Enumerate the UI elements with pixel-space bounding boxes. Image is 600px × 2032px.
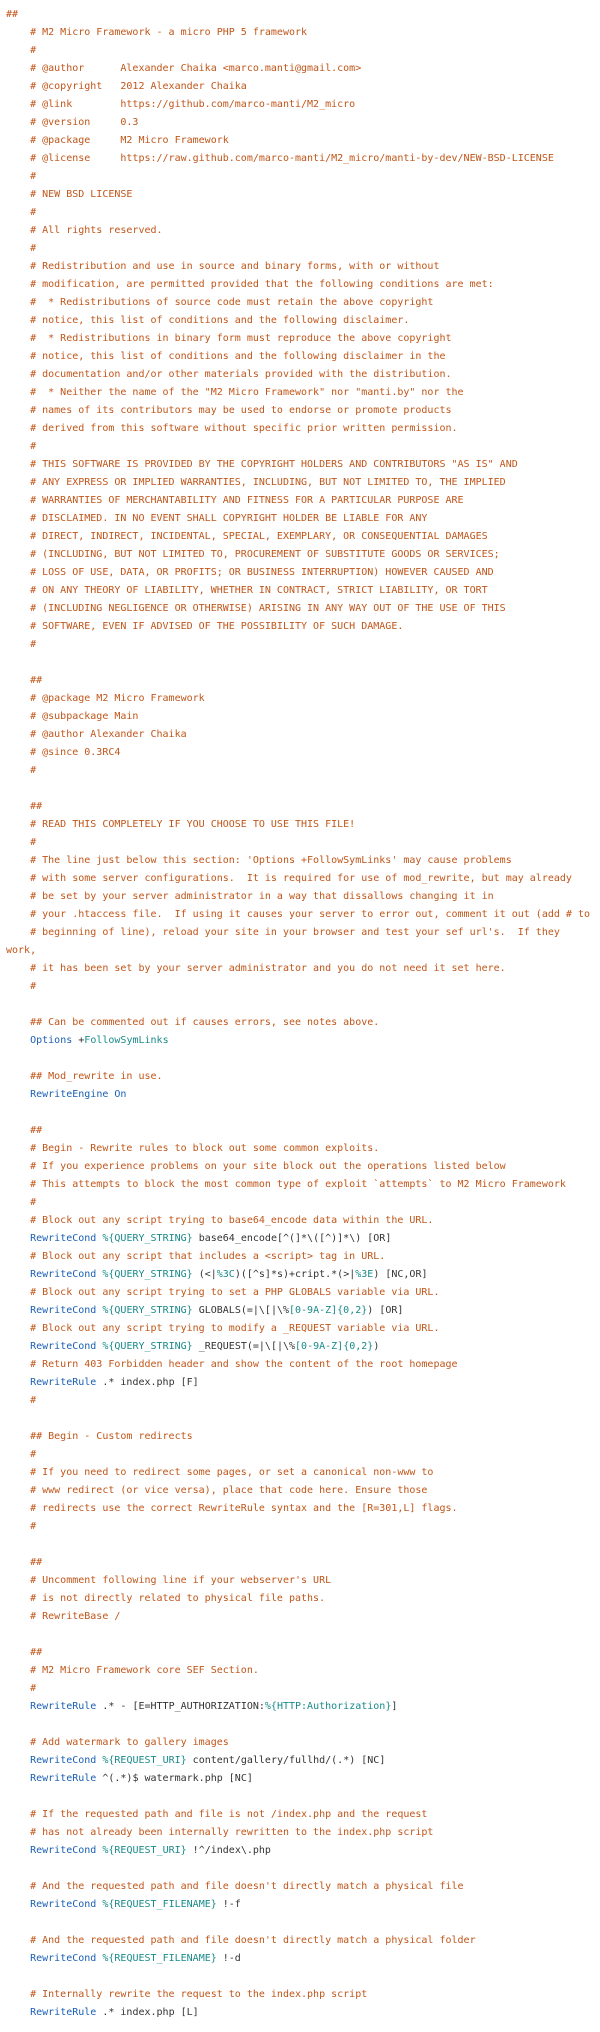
code-line — [6, 420, 596, 438]
comment-token: # — [6, 1683, 37, 1694]
code-line — [6, 924, 596, 942]
text-token — [6, 1377, 30, 1388]
blank-line — [6, 1626, 596, 1644]
text-token: + — [72, 1035, 85, 1046]
code-line — [6, 1608, 596, 1626]
text-token: .* - [E=HTTP_AUTHORIZATION: — [96, 1701, 265, 1712]
code-line — [6, 726, 596, 744]
code-line — [6, 1698, 596, 1716]
code-line — [6, 276, 596, 294]
code-line — [6, 24, 596, 42]
directive-token: RewriteCond — [30, 1341, 97, 1352]
code-line — [6, 1554, 596, 1572]
code-line — [6, 1176, 596, 1194]
code-line — [6, 600, 596, 618]
comment-token: # — [6, 45, 37, 56]
blank-line — [6, 1104, 596, 1122]
comment-token: # — [6, 1197, 37, 1208]
directive-token: RewriteEngine — [30, 1089, 109, 1100]
code-line — [6, 1842, 596, 1860]
comment-token: ## — [6, 1557, 43, 1568]
text-token: .* index.php [F] — [96, 1377, 199, 1388]
comment-token: # The line just below this section: 'Options +FollowSymLinks' may cause problems — [6, 855, 512, 866]
code-line — [6, 474, 596, 492]
directive-token: RewriteCond — [30, 1899, 97, 1910]
comment-token: # notice, this list of conditions and the following disclaimer. — [6, 315, 410, 326]
code-line — [6, 888, 596, 906]
code-line — [6, 546, 596, 564]
code-line — [6, 1770, 596, 1788]
directive-token: RewriteCond — [30, 1845, 97, 1856]
comment-token: # — [6, 441, 37, 452]
code-line — [6, 834, 596, 852]
text-token — [6, 2007, 30, 2018]
comment-token: # @author Alexander Chaika — [6, 729, 187, 740]
code-line — [6, 1482, 596, 1500]
comment-token: ## — [6, 801, 43, 812]
htaccess-code-listing — [6, 6, 596, 2022]
comment-token: # @license https://raw.github.com/marco-manti/M2_micro/manti-by-dev/NEW-BSD-LICENSE — [6, 153, 554, 164]
code-line — [6, 1806, 596, 1824]
text-token — [6, 1953, 30, 1964]
code-line — [6, 1590, 596, 1608]
comment-token: # documentation and/or other materials provided with the distribution. — [6, 369, 452, 380]
code-line — [6, 1428, 596, 1446]
text-token — [6, 1899, 30, 1910]
code-line — [6, 906, 596, 924]
comment-token: # @author Alexander Chaika <marco.manti@gmail.com> — [6, 63, 362, 74]
comment-token: # it has been set by your server administrator and you do not need it set here. — [6, 963, 506, 974]
code-line — [6, 186, 596, 204]
text-token — [6, 1269, 30, 1280]
code-line — [6, 510, 596, 528]
comment-token: # — [6, 171, 37, 182]
code-line — [6, 1320, 596, 1338]
variable-token: %{REQUEST_FILENAME} — [102, 1899, 217, 1910]
code-line — [6, 1896, 596, 1914]
text-token — [6, 1305, 30, 1316]
comment-token: # WARRANTIES OF MERCHANTABILITY AND FITNESS FOR A PARTICULAR PURPOSE ARE — [6, 495, 464, 506]
directive-token: RewriteCond — [30, 1305, 97, 1316]
variable-token: [0-9A-Z]{0,2} — [295, 1341, 374, 1352]
text-token: )([^s]*s)+cript.*(>| — [234, 1269, 356, 1280]
code-line — [6, 1824, 596, 1842]
comment-token: # — [6, 837, 37, 848]
text-token — [6, 1089, 30, 1100]
comment-token: # Redistribution and use in source and binary forms, with or without — [6, 261, 440, 272]
directive-token: RewriteRule — [30, 1773, 97, 1784]
text-token: !-f — [216, 1899, 241, 1910]
comment-token: # @since 0.3RC4 — [6, 747, 121, 758]
comment-token: # * Redistributions in binary form must reproduce the above copyright — [6, 333, 452, 344]
variable-token: %{REQUEST_URI} — [102, 1755, 187, 1766]
code-line — [6, 1662, 596, 1680]
text-token — [6, 1755, 30, 1766]
comment-token: # names of its contributors may be used to endorse or promote products — [6, 405, 452, 416]
code-line — [6, 1014, 596, 1032]
variable-token: FollowSymLinks — [84, 1035, 169, 1046]
text-token: !-d — [216, 1953, 241, 1964]
comment-token: # @subpackage Main — [6, 711, 139, 722]
comment-token: # @version 0.3 — [6, 117, 139, 128]
comment-token: # be set by your server administrator in a way that dissallows changing it in — [6, 891, 494, 902]
variable-token: %{QUERY_STRING} — [102, 1269, 193, 1280]
comment-token: # @link https://github.com/marco-manti/M2_micro — [6, 99, 356, 110]
comment-token: # (INCLUDING NEGLIGENCE OR OTHERWISE) ARISING IN ANY WAY OUT OF THE USE OF THIS — [6, 603, 506, 614]
variable-token: %{QUERY_STRING} — [102, 1305, 193, 1316]
code-line — [6, 438, 596, 456]
comment-token: # DIRECT, INDIRECT, INCIDENTAL, SPECIAL, EXEMPLARY, OR CONSEQUENTIAL DAMAGES — [6, 531, 488, 542]
code-line — [6, 1284, 596, 1302]
code-line — [6, 636, 596, 654]
code-line — [6, 222, 596, 240]
code-line — [6, 1068, 596, 1086]
code-line — [6, 6, 596, 24]
code-line — [6, 1230, 596, 1248]
code-line — [6, 384, 596, 402]
directive-token: RewriteRule — [30, 1701, 97, 1712]
text-token: base64_encode[^(]*\([^)]*\) [OR] — [192, 1233, 392, 1244]
comment-token: # @package M2 Micro Framework — [6, 693, 205, 704]
directive-token: RewriteCond — [30, 1755, 97, 1766]
comment-token: # Uncomment following line if your webserver's URL — [6, 1575, 332, 1586]
code-line — [6, 294, 596, 312]
code-line — [6, 618, 596, 636]
code-line — [6, 1572, 596, 1590]
code-line — [6, 240, 596, 258]
comment-token: # Block out any script trying to set a PHP GLOBALS variable via URL. — [6, 1287, 440, 1298]
code-line — [6, 1392, 596, 1410]
code-line — [6, 204, 596, 222]
text-token — [6, 1845, 30, 1856]
code-line — [6, 1446, 596, 1464]
comment-token: ## — [6, 9, 19, 20]
code-line — [6, 1500, 596, 1518]
code-line — [6, 114, 596, 132]
comment-token: # your .htaccess file. If using it causes your server to error out, comment it out (add # to — [6, 909, 590, 920]
code-line — [6, 42, 596, 60]
comment-token: # * Redistributions of source code must retain the above copyright — [6, 297, 434, 308]
code-line — [6, 1374, 596, 1392]
code-line — [6, 132, 596, 150]
blank-line — [6, 1788, 596, 1806]
code-line — [6, 60, 596, 78]
comment-token: # Internally rewrite the request to the index.php script — [6, 1989, 368, 2000]
code-line — [6, 1302, 596, 1320]
blank-line — [6, 1536, 596, 1554]
code-line — [6, 978, 596, 996]
code-line — [6, 1266, 596, 1284]
code-line — [6, 528, 596, 546]
blank-line — [6, 780, 596, 798]
code-line — [6, 1212, 596, 1230]
comment-token: ## — [6, 1647, 43, 1658]
code-line — [6, 1194, 596, 1212]
code-line — [6, 492, 596, 510]
code-line — [6, 78, 596, 96]
blank-line — [6, 654, 596, 672]
code-line — [6, 1518, 596, 1536]
code-line — [6, 564, 596, 582]
variable-token: %{QUERY_STRING} — [102, 1233, 193, 1244]
comment-token: # (INCLUDING, BUT NOT LIMITED TO, PROCUREMENT OF SUBSTITUTE GOODS OR SERVICES; — [6, 549, 500, 560]
comment-token: # ON ANY THEORY OF LIABILITY, WHETHER IN CONTRACT, STRICT LIABILITY, OR TORT — [6, 585, 488, 596]
comment-token: # ANY EXPRESS OR IMPLIED WARRANTIES, INCLUDING, BUT NOT LIMITED TO, THE IMPLIED — [6, 477, 506, 488]
text-token: ] — [391, 1701, 398, 1712]
directive-token: RewriteCond — [30, 1233, 97, 1244]
code-line — [6, 1158, 596, 1176]
code-line — [6, 798, 596, 816]
code-line — [6, 456, 596, 474]
blank-line — [6, 1860, 596, 1878]
comment-token: # notice, this list of conditions and the following disclaimer in the — [6, 351, 446, 362]
comment-token: # — [6, 1521, 37, 1532]
text-token: ) [OR] — [367, 1305, 404, 1316]
code-line — [6, 1680, 596, 1698]
comment-token: # — [6, 207, 37, 218]
comment-token: # Block out any script trying to base64_encode data within the URL. — [6, 1215, 434, 1226]
code-line — [6, 708, 596, 726]
comment-token: # Add watermark to gallery images — [6, 1737, 229, 1748]
comment-token: ## Begin - Custom redirects — [6, 1431, 193, 1442]
code-line — [6, 852, 596, 870]
text-token: _REQUEST(=|\[|\% — [192, 1341, 296, 1352]
comment-token: ## Mod_rewrite in use. — [6, 1071, 163, 1082]
code-line — [6, 1932, 596, 1950]
variable-token: [0-9A-Z]{0,2} — [289, 1305, 368, 1316]
code-line — [6, 1122, 596, 1140]
text-token — [6, 1233, 30, 1244]
text-token: content/gallery/fullhd/(.*) [NC] — [186, 1755, 386, 1766]
code-line — [6, 582, 596, 600]
comment-token: # — [6, 981, 37, 992]
directive-token: On — [114, 1089, 127, 1100]
blank-line — [6, 1410, 596, 1428]
blank-line — [6, 996, 596, 1014]
code-line — [6, 690, 596, 708]
text-token — [6, 1773, 30, 1784]
directive-token: Options — [30, 1035, 73, 1046]
code-line — [6, 150, 596, 168]
blank-line — [6, 1050, 596, 1068]
code-line — [6, 960, 596, 978]
code-line — [6, 96, 596, 114]
text-token: ) — [373, 1341, 380, 1352]
code-line — [6, 330, 596, 348]
comment-token: # — [6, 243, 37, 254]
variable-token: %3C — [216, 1269, 235, 1280]
code-line — [6, 1464, 596, 1482]
code-line — [6, 1356, 596, 1374]
comment-token: # LOSS OF USE, DATA, OR PROFITS; OR BUSINESS INTERRUPTION) HOWEVER CAUSED AND — [6, 567, 494, 578]
comment-token: # redirects use the correct RewriteRule syntax and the [R=301,L] flags. — [6, 1503, 458, 1514]
comment-token: # If you need to redirect some pages, or set a canonical non-www to — [6, 1467, 434, 1478]
text-token: ) [NC,OR] — [373, 1269, 428, 1280]
code-line — [6, 1878, 596, 1896]
blank-line — [6, 1914, 596, 1932]
comment-token: # — [6, 1449, 37, 1460]
directive-token: RewriteCond — [30, 1953, 97, 1964]
text-token — [6, 1701, 30, 1712]
code-line — [6, 168, 596, 186]
comment-token: # — [6, 765, 37, 776]
variable-token: %{REQUEST_FILENAME} — [102, 1953, 217, 1964]
comment-token: # — [6, 1395, 37, 1406]
code-line — [6, 1950, 596, 1968]
directive-token: RewriteCond — [30, 1269, 97, 1280]
code-line — [6, 1248, 596, 1266]
comment-token: # @package M2 Micro Framework — [6, 135, 229, 146]
code-line — [6, 672, 596, 690]
text-token — [6, 1341, 30, 1352]
code-line — [6, 2004, 596, 2022]
comment-token: # If you experience problems on your site block out the operations listed below — [6, 1161, 506, 1172]
comment-token: # DISCLAIMED. IN NO EVENT SHALL COPYRIGHT HOLDER BE LIABLE FOR ANY — [6, 513, 428, 524]
comment-token: ## — [6, 1125, 43, 1136]
code-line — [6, 1338, 596, 1356]
comment-token: # with some server configurations. It is required for use of mod_rewrite, but may already — [6, 873, 572, 884]
comment-token: # M2 Micro Framework - a micro PHP 5 framework — [6, 27, 308, 38]
text-token: GLOBALS(=|\[|\% — [192, 1305, 289, 1316]
comment-token: # And the requested path and file doesn't directly match a physical folder — [6, 1935, 476, 1946]
comment-token: # NEW BSD LICENSE — [6, 189, 133, 200]
comment-token: # www redirect (or vice versa), place that code here. Ensure those — [6, 1485, 428, 1496]
comment-token: # If the requested path and file is not /index.php and the request — [6, 1809, 428, 1820]
comment-token: # READ THIS COMPLETELY IF YOU CHOOSE TO USE THIS FILE! — [6, 819, 356, 830]
code-line — [6, 1734, 596, 1752]
comment-token: # @copyright 2012 Alexander Chaika — [6, 81, 247, 92]
comment-token: # modification, are permitted provided that the following conditions are met: — [6, 279, 494, 290]
comment-token: # has not already been internally rewritten to the index.php script — [6, 1827, 434, 1838]
variable-token: %{REQUEST_URI} — [102, 1845, 187, 1856]
blank-line — [6, 1716, 596, 1734]
code-line — [6, 870, 596, 888]
comment-token: # Begin - Rewrite rules to block out some common exploits. — [6, 1143, 380, 1154]
comment-token: # derived from this software without specific prior written permission. — [6, 423, 458, 434]
comment-token: # And the requested path and file doesn't directly match a physical file — [6, 1881, 464, 1892]
text-token — [6, 1035, 30, 1046]
code-line — [6, 762, 596, 780]
code-line — [6, 258, 596, 276]
comment-token: # * Neither the name of the "M2 Micro Framework" nor "manti.by" nor the — [6, 387, 464, 398]
variable-token: %{QUERY_STRING} — [102, 1341, 193, 1352]
code-line — [6, 1644, 596, 1662]
blank-line — [6, 1968, 596, 1986]
code-line — [6, 816, 596, 834]
comment-token: # This attempts to block the most common type of exploit `attempts` to M2 Micro Framework — [6, 1179, 566, 1190]
comment-token: # M2 Micro Framework core SEF Section. — [6, 1665, 259, 1676]
comment-token: # Block out any script trying to modify a _REQUEST variable via URL. — [6, 1323, 440, 1334]
variable-token: %{HTTP:Authorization} — [264, 1701, 392, 1712]
text-token: !^/index\.php — [186, 1845, 271, 1856]
comment-token: ## — [6, 675, 43, 686]
directive-token: RewriteRule — [30, 2007, 97, 2018]
code-line — [6, 744, 596, 762]
comment-token: # beginning of line), reload your site in your browser and test your sef url's. If they — [6, 927, 560, 938]
code-line — [6, 366, 596, 384]
code-line — [6, 348, 596, 366]
code-line — [6, 1086, 596, 1104]
code-line — [6, 942, 596, 960]
comment-token: # SOFTWARE, EVEN IF ADVISED OF THE POSSIBILITY OF SUCH DAMAGE. — [6, 621, 404, 632]
code-line — [6, 1032, 596, 1050]
code-line — [6, 402, 596, 420]
code-line — [6, 1140, 596, 1158]
comment-token: # is not directly related to physical file paths. — [6, 1593, 326, 1604]
comment-token: # RewriteBase / — [6, 1611, 121, 1622]
variable-token: %3E — [355, 1269, 374, 1280]
comment-token: # — [6, 639, 37, 650]
directive-token: RewriteRule — [30, 1377, 97, 1388]
comment-token: # Block out any script that includes a <script> tag in URL. — [6, 1251, 386, 1262]
code-line — [6, 1752, 596, 1770]
text-token: ^(.*)$ watermark.php [NC] — [96, 1773, 253, 1784]
text-token: .* index.php [L] — [96, 2007, 199, 2018]
comment-token: # THIS SOFTWARE IS PROVIDED BY THE COPYRIGHT HOLDERS AND CONTRIBUTORS "AS IS" AND — [6, 459, 518, 470]
text-token: (<| — [192, 1269, 217, 1280]
comment-token: work, — [6, 945, 37, 956]
comment-token: # Return 403 Forbidden header and show the content of the root homepage — [6, 1359, 458, 1370]
comment-token: # All rights reserved. — [6, 225, 163, 236]
comment-token: ## Can be commented out if causes errors, see notes above. — [6, 1017, 380, 1028]
code-line — [6, 1986, 596, 2004]
code-line — [6, 312, 596, 330]
